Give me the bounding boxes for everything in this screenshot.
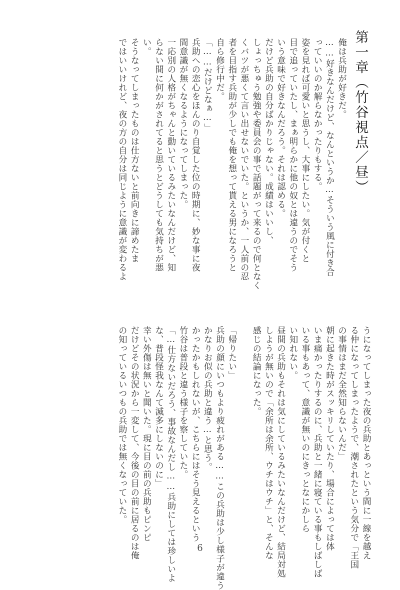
text-line: ではいいけれど、夜の方の自分は同じように意識が変わるよ [116, 38, 127, 281]
text-line: っていいのか解らなかったりもする。 [312, 38, 323, 191]
text-line: 「…仕方ないだろう、事故なんだし……兵助にしては珍しいよ [165, 326, 176, 583]
text-line [360, 38, 372, 320]
text-line: かったかもしれないが、こちらにはそう見えるという [190, 326, 201, 542]
text-line: そうなってしまったものは仕方ないと前向きに諦めたま [129, 38, 140, 263]
text-line: しょっちゅう勉強や委員会の事で話題がって来るので何となく [251, 38, 262, 290]
text-line: だけど兵助の自分ばかりじゃない。成績はいいし、 [263, 38, 274, 245]
text-line: 兵助への恋心をほんのり自覚した位の時期に、妙な事に夜 [190, 38, 201, 272]
text-line: くバツが悪くて言い出せないでいた。というか、一人前の忍 [238, 38, 249, 281]
text-line: かなりお似の兵助と違う…と思う。 [202, 326, 213, 472]
lower-text-block [32, 326, 372, 590]
text-line: 竹谷は普段と違う様子を察していた。 [177, 326, 188, 479]
text-line: い知れない。 [287, 326, 298, 380]
text-line: うになってしまった夜の兵助とあっという間に一線を越え [361, 326, 371, 560]
text-line: 目で追っていたし、まぁ明らかに他の奴とは違うのでそう [287, 38, 298, 272]
text-line [348, 38, 360, 320]
text-line: な、普段怪我なんて滅多にしないのに」 [153, 326, 164, 488]
text-line: 一応別の人格がちゃんと動いているみたいなんだけど、知 [165, 38, 176, 272]
text-line: 朝に起きた時がスッキリしていたり、場合によっては体 [324, 326, 335, 551]
text-line: 幸い外傷は無いと聞いた。現に目の前の兵助もピンピ [141, 326, 152, 542]
text-line: 間意識が無くなるようになってしまった。 [177, 38, 188, 209]
text-line: 感じの結論になった。 [251, 326, 262, 416]
text-line: しようが無いので「余所は余所、ウチはウチ」と、そんな [263, 326, 274, 560]
text-line: 者を目指す兵助が少しでも俺を想って貰える男になろうと [226, 38, 237, 272]
text-line: 自ら修行中だ。 [214, 38, 225, 101]
text-line: 俺は兵助が好きだ。 [336, 38, 347, 119]
text-line: らない間に何かがされてると思うとどうしても気持ちが悪 [153, 38, 164, 272]
text-line: の事情はまだ全然知らないんだ」 [336, 326, 347, 461]
text-line: いま痛かったりするのに、兵助と一緒に寝ている事もしばしば [312, 326, 323, 578]
text-line: い。 [141, 38, 152, 56]
text-line: いう意味で好きなんだろう。それは認める。 [275, 38, 286, 218]
text-line [238, 326, 250, 540]
text-line: 昼間の兵助もそれは気にしているみたいなんだけど、結局対処 [275, 326, 286, 578]
text-line: の知っているいつもの兵助では無くなっていた。 [116, 326, 127, 524]
text-line: だけどその状況から一変して、今後の目の前に居るのは俺 [129, 326, 140, 560]
text-line: 「帰りたい」 [226, 326, 237, 380]
chapter-title: 第一章（竹谷視点／昼） [352, 30, 368, 195]
text-line: 「……だけどなぁ…」 [202, 38, 213, 133]
text-line: る仲になってしまったようで、潮されたという気分で「王国 [348, 326, 359, 569]
text-line: 姿を見れば可愛いと思うし、大事にしたい。気が付くと [299, 38, 310, 263]
text-line: いる事もあって、意識が無いのにきっとなにかしら [299, 326, 310, 533]
page-number: 6 [197, 544, 203, 554]
upper-text-block [32, 38, 372, 320]
text-line: ……好きなんだけど、なんというか…そういう風に付き合 [324, 38, 335, 277]
text-line: 兵助の顔にいつもより疲れがある……この兵助は少し様子が違う [214, 326, 225, 590]
